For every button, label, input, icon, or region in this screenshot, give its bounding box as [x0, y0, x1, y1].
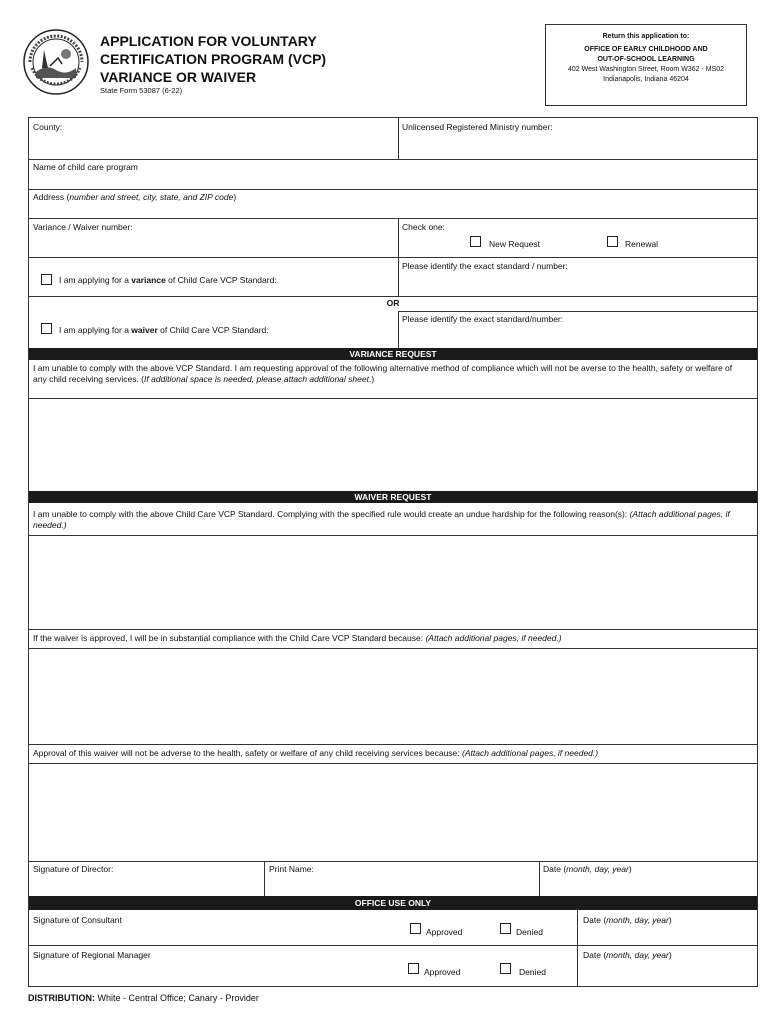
office-line-2: OUT-OF-SCHOOL LEARNING: [597, 56, 695, 63]
director-signature-field[interactable]: [29, 875, 264, 896]
title-line-1: APPLICATION FOR VOLUNTARY: [100, 33, 317, 49]
address-label-suffix: ): [233, 192, 237, 202]
variance-apply-suffix: of Child Care VCP Standard:: [165, 275, 277, 285]
waiver-request-heading: WAIVER REQUEST: [29, 491, 757, 503]
distribution-text: White - Central Office; Canary - Provider: [95, 993, 259, 1003]
waiver-standard-field[interactable]: [399, 325, 757, 348]
waiver-reason-field[interactable]: [29, 536, 757, 629]
manager-denied-label: Denied: [519, 967, 546, 977]
distribution-label: DISTRIBUTION:: [28, 993, 95, 1003]
consultant-date-prefix: Date (: [583, 915, 607, 925]
variance-apply-bold: variance: [131, 275, 166, 285]
title-line-2: CERTIFICATION PROGRAM (VCP): [100, 51, 327, 67]
waiver-apply-prefix: I am applying for a: [59, 325, 132, 335]
county-field[interactable]: [29, 130, 398, 159]
waiver-compliance-italic: (Attach additional pages, if needed.): [425, 633, 562, 643]
manager-denied-checkbox[interactable]: [500, 963, 511, 974]
check-one-label: Check one:: [402, 222, 445, 232]
consultant-date-field[interactable]: [578, 926, 757, 950]
waiver-compliance-text: [33, 633, 562, 644]
title-line-3: VARIANCE OR WAIVER: [100, 69, 257, 85]
director-date-prefix: Date (: [543, 864, 567, 874]
office-use-heading: OFFICE USE ONLY: [29, 896, 757, 910]
form-number: State Form 53087 (6-22): [100, 86, 183, 95]
consultant-denied-checkbox[interactable]: [500, 923, 511, 934]
manager-date-prefix: Date (: [583, 950, 607, 960]
renewal-checkbox[interactable]: [607, 236, 618, 247]
variance-request-text: [33, 363, 748, 385]
address-field[interactable]: [29, 203, 757, 218]
variance-waiver-number-label: Variance / Waiver number:: [33, 222, 133, 232]
address-line-1: 402 West Washington Street, Room W362 - MS02: [567, 66, 724, 73]
waiver-apply-bold: waiver: [131, 325, 158, 335]
variance-apply-prefix: I am applying for a: [59, 275, 132, 285]
ministry-number-field[interactable]: [399, 130, 757, 159]
consultant-approved-label: Approved: [426, 927, 463, 937]
manager-date-italic: month, day, year: [606, 950, 669, 960]
waiver-approval-body: Approval of this waiver will not be adverse to the health, safety or welfare of any child receiving services because:: [33, 748, 462, 758]
county-label: County:: [33, 122, 63, 132]
return-address-box: [545, 24, 747, 106]
address-line-2: Indianapolis, Indiana 46204: [603, 76, 689, 83]
office-line-1: OFFICE OF EARLY CHILDHOOD AND: [584, 46, 708, 53]
manager-date-label: [583, 950, 672, 961]
address-label: [33, 192, 236, 203]
program-name-field[interactable]: [29, 173, 757, 189]
form-title: [100, 32, 360, 86]
return-heading: Return this application to:: [602, 33, 690, 40]
variance-request-end: .): [368, 374, 375, 384]
manager-date-field[interactable]: [578, 961, 757, 987]
waiver-checkbox[interactable]: [41, 323, 52, 334]
identify-standard-label-1: Please identify the exact standard / number:: [402, 261, 568, 271]
director-date-italic: month, day, year: [566, 864, 629, 874]
variance-waiver-number-field[interactable]: [29, 233, 398, 257]
variance-apply-label: [59, 275, 277, 286]
program-name-label: Name of child care program: [33, 162, 138, 172]
waiver-compliance-body: If the waiver is approved, I will be in substantial compliance with the Child Care VCP Standard because:: [33, 633, 426, 643]
director-date-field[interactable]: [540, 875, 757, 896]
consultant-date-suffix: ): [668, 915, 672, 925]
consultant-date-label: [583, 915, 672, 926]
ministry-number-label: Unlicensed Registered Ministry number:: [402, 122, 553, 132]
variance-standard-field[interactable]: [399, 272, 757, 296]
waiver-request-body: I am unable to comply with the above Child Care VCP Standard. Complying with the specified rule would create an undue hardship for the following reason(s):: [33, 509, 630, 519]
consultant-denied-label: Denied: [516, 927, 543, 937]
new-request-label: New Request: [489, 239, 541, 249]
waiver-approval-italic: (Attach additional pages, if needed.): [462, 748, 599, 758]
print-name-label: Print Name:: [269, 864, 314, 874]
address-label-prefix: Address (: [33, 192, 70, 202]
waiver-request-text: [33, 509, 733, 531]
consultant-approved-checkbox[interactable]: [410, 923, 421, 934]
print-name-field[interactable]: [265, 875, 539, 896]
variance-request-heading: VARIANCE REQUEST: [29, 348, 757, 360]
consultant-signature-field[interactable]: [29, 926, 399, 950]
variance-request-field[interactable]: [29, 399, 757, 490]
manager-approved-label: Approved: [424, 967, 461, 977]
variance-request-body: I am unable to comply with the above VCP Standard. I am requesting approval of the following alternative method of compliance which will not be averse to the health, safety or welfare of any child receiving services. (: [33, 363, 733, 384]
address-label-italic: number and street, city, state, and ZIP code: [69, 192, 234, 202]
director-date-label: [543, 864, 632, 875]
consultant-date-italic: month, day, year: [606, 915, 669, 925]
consultant-signature-label: Signature of Consultant: [33, 915, 122, 925]
director-signature-label: Signature of Director:: [33, 864, 114, 874]
manager-approved-checkbox[interactable]: [408, 963, 419, 974]
waiver-approval-text: [33, 748, 598, 759]
waiver-compliance-field[interactable]: [29, 649, 757, 744]
application-form: [28, 117, 758, 987]
or-divider: OR: [386, 298, 400, 308]
regional-manager-signature-field[interactable]: [29, 961, 399, 987]
waiver-request-italic: (Attach additional pages, if needed.): [33, 509, 730, 530]
regional-manager-signature-label: Signature of Regional Manager: [33, 950, 151, 960]
renewal-label: Renewal: [625, 239, 659, 249]
variance-request-italic: If additional space is needed, please attach additional sheet: [144, 374, 369, 384]
waiver-apply-label: [59, 325, 269, 336]
waiver-approval-field[interactable]: [29, 764, 757, 861]
variance-checkbox[interactable]: [41, 274, 52, 285]
identify-standard-label-2: Please identify the exact standard/number:: [402, 314, 564, 324]
distribution-note: [28, 993, 259, 1003]
manager-date-suffix: ): [668, 950, 672, 960]
director-date-suffix: ): [628, 864, 632, 874]
waiver-apply-suffix: of Child Care VCP Standard:: [157, 325, 269, 335]
indiana-state-seal-icon: [22, 28, 90, 96]
new-request-checkbox[interactable]: [470, 236, 481, 247]
